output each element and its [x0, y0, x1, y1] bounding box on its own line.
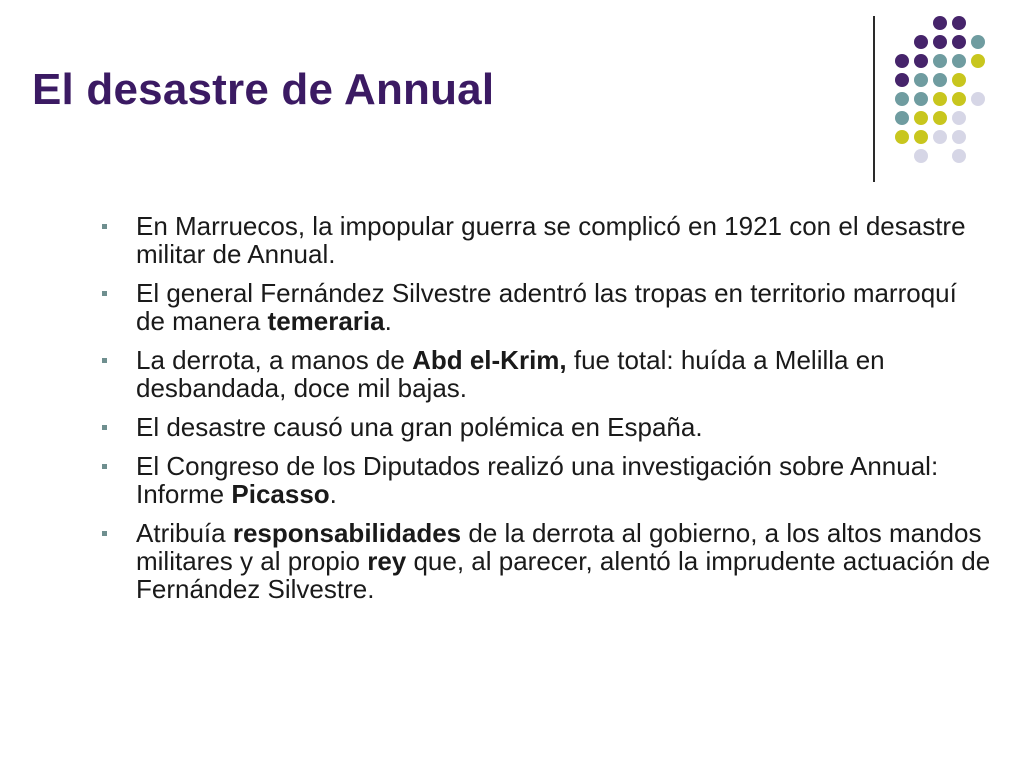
bullet-item	[102, 519, 992, 603]
decorative-dot	[952, 35, 966, 49]
decorative-dot	[914, 92, 928, 106]
decorative-dot	[933, 16, 947, 30]
decorative-dot	[914, 54, 928, 68]
bullet-emphasis-text: rey	[367, 546, 407, 576]
decorative-dot-grid	[0, 0, 1024, 200]
bullet-marker-icon	[102, 291, 107, 296]
bullet-text: El general Fernández Silvestre adentró las tropas en territorio marroquí de manera	[136, 278, 957, 336]
decorative-dot	[914, 149, 928, 163]
decorative-dot	[933, 92, 947, 106]
bullet-item	[102, 346, 992, 402]
vertical-divider	[873, 16, 875, 182]
decorative-dot	[933, 54, 947, 68]
decorative-dot	[952, 111, 966, 125]
bullet-text: que, al parecer, alentó la imprudente actuación de Fernández Silvestre.	[136, 546, 991, 604]
decorative-dot	[971, 35, 985, 49]
bullet-item	[102, 279, 992, 335]
decorative-dot	[933, 130, 947, 144]
bullet-emphasis-text: Abd el-Krim,	[412, 345, 567, 375]
decorative-dot	[914, 73, 928, 87]
bullet-marker-icon	[102, 358, 107, 363]
bullet-text: .	[329, 479, 337, 509]
bullet-text: de la derrota al gobierno, a los altos mandos militares y al propio	[136, 518, 982, 576]
decorative-dot	[952, 149, 966, 163]
decorative-dot	[933, 35, 947, 49]
decorative-dot	[971, 54, 985, 68]
decorative-dot	[895, 54, 909, 68]
bullet-emphasis-text: Picasso	[231, 479, 330, 509]
decorative-dot	[952, 16, 966, 30]
decorative-dot	[914, 111, 928, 125]
decorative-dot	[952, 92, 966, 106]
bullet-marker-icon	[102, 224, 107, 229]
bullet-text: El Congreso de los Diputados realizó una investigación sobre Annual: Informe	[136, 451, 939, 509]
bullet-emphasis-text: responsabilidades	[232, 518, 462, 548]
bullet-text: El desastre causó una gran polémica en España.	[136, 412, 703, 442]
decorative-dot	[895, 111, 909, 125]
bullet-text: En Marruecos, la impopular guerra se complicó en 1921 con el desastre militar de Annual.	[136, 211, 966, 269]
bullet-text: fue total: huída a Melilla en desbandada, doce mil bajas.	[136, 345, 885, 403]
decorative-dot	[952, 54, 966, 68]
bullet-item	[102, 452, 992, 508]
bullet-text: Atribuía	[136, 518, 233, 548]
decorative-dot	[895, 92, 909, 106]
decorative-dot	[933, 111, 947, 125]
bullet-text: La derrota, a manos de	[136, 345, 413, 375]
bullet-emphasis-text: temeraria	[267, 306, 385, 336]
slide-title: El desastre de Annual	[32, 65, 495, 114]
decorative-dot	[895, 130, 909, 144]
bullet-item	[102, 413, 992, 441]
decorative-dot	[895, 73, 909, 87]
bullet-marker-icon	[102, 464, 107, 469]
decorative-dot	[952, 73, 966, 87]
decorative-dot	[971, 92, 985, 106]
decorative-dot	[952, 130, 966, 144]
bullet-item	[102, 212, 992, 268]
decorative-dot	[914, 130, 928, 144]
bullet-marker-icon	[102, 531, 107, 536]
bullet-text: .	[384, 306, 392, 336]
bullet-list	[102, 212, 992, 614]
decorative-dot	[933, 73, 947, 87]
decorative-dot	[914, 35, 928, 49]
bullet-marker-icon	[102, 425, 107, 430]
